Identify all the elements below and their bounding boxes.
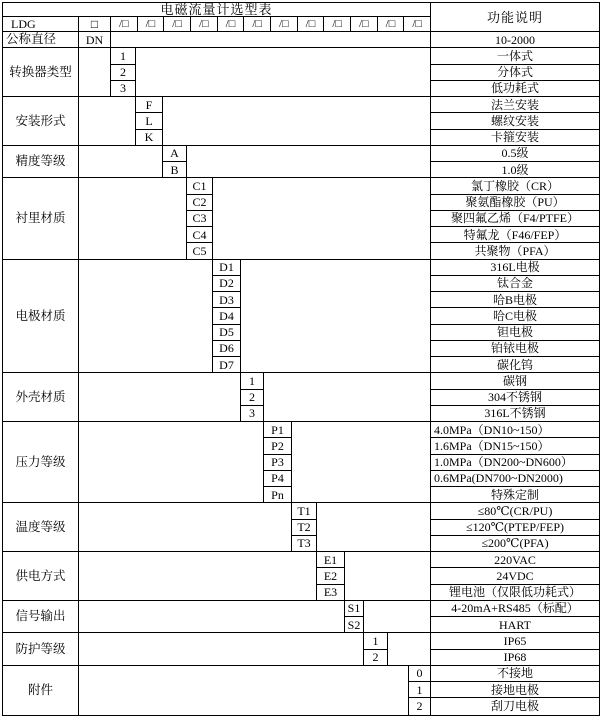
band-label: 附件 (3, 666, 79, 715)
code-cell: A (163, 146, 187, 162)
code-cell: T3 (292, 536, 317, 552)
code-cell: S2 (345, 617, 364, 633)
blank-region (79, 146, 163, 179)
function-desc: IP65 (431, 633, 599, 649)
model-first-slot: □ (79, 17, 111, 32)
model-slot-strip (111, 17, 431, 32)
code-cell: 2 (111, 65, 136, 81)
blank-region (264, 373, 431, 422)
function-desc: 聚四氟乙烯（F4/PTFE） (431, 211, 599, 227)
function-column-header: 功能说明 (431, 3, 599, 32)
code-cell: P2 (264, 438, 292, 454)
band-label: 安装形式 (3, 97, 79, 146)
function-desc: 24VDC (431, 568, 599, 584)
model-prefix: LDG (3, 17, 79, 32)
band-label: 电极材质 (3, 260, 79, 374)
code-cell: 3 (241, 406, 264, 422)
code-cell: E1 (317, 552, 345, 568)
code-cell: D3 (213, 292, 241, 308)
function-desc: 特殊定制 (431, 487, 599, 503)
band-label: 压力等级 (3, 422, 79, 503)
blank-region (79, 666, 409, 715)
function-desc: 钛合金 (431, 276, 599, 292)
model-slot: /□ (111, 17, 138, 31)
band-label: 外壳材质 (3, 373, 79, 422)
code-cell: S1 (345, 601, 364, 617)
function-desc: 220VAC (431, 552, 599, 568)
blank-region (345, 552, 431, 601)
model-slot: /□ (191, 17, 218, 31)
function-desc: IP68 (431, 650, 599, 666)
code-cell: P3 (264, 455, 292, 471)
function-desc: 钽电极 (431, 325, 599, 341)
code-cell: P1 (264, 422, 292, 438)
model-slot: /□ (412, 17, 423, 30)
function-desc: 10-2000 (431, 32, 599, 48)
model-slot: /□ (298, 17, 325, 31)
band-label: 供电方式 (3, 552, 79, 601)
blank-region (79, 601, 345, 634)
function-desc: 铂铱电极 (431, 341, 599, 357)
code-cell: 3 (111, 81, 136, 97)
band-label: 信号输出 (3, 601, 79, 634)
blank-region (241, 260, 431, 374)
code-cell: B (163, 162, 187, 178)
code-cell: 2 (241, 390, 264, 406)
function-desc: 哈B电极 (431, 292, 599, 308)
code-cell: E2 (317, 568, 345, 584)
table-title: 电磁流量计选型表 (3, 3, 431, 17)
blank-region (388, 633, 431, 666)
code-cell: F (136, 97, 163, 113)
blank-region (364, 601, 431, 634)
code-cell: D5 (213, 325, 241, 341)
code-cell: DN (79, 32, 111, 48)
blank-region (79, 48, 111, 97)
function-desc: 1.0MPa（DN200~DN600） (431, 455, 599, 471)
blank-region (79, 97, 136, 146)
band-label: 衬里材质 (3, 178, 79, 259)
function-desc: 4-20mA+RS485（标配） (431, 601, 599, 617)
code-cell: 1 (364, 633, 388, 649)
blank-region (213, 178, 431, 259)
blank-region (163, 97, 431, 146)
code-cell: P4 (264, 471, 292, 487)
band-label: 精度等级 (3, 146, 79, 179)
code-cell: 1 (111, 48, 136, 64)
model-slot: /□ (271, 17, 298, 31)
code-cell: E3 (317, 585, 345, 601)
function-desc: ≤200℃(PFA) (431, 536, 599, 552)
function-desc: 304不锈钢 (431, 390, 599, 406)
function-desc: HART (431, 617, 599, 633)
code-cell: 2 (409, 698, 431, 714)
function-desc: 法兰安装 (431, 97, 599, 113)
function-desc: 分体式 (431, 65, 599, 81)
code-cell: C1 (187, 178, 213, 194)
function-desc: 共聚物（PFA） (431, 243, 599, 259)
blank-region (292, 422, 431, 503)
function-desc: 碳化钨 (431, 357, 599, 373)
code-cell: T1 (292, 503, 317, 519)
function-desc: 一体式 (431, 48, 599, 64)
function-desc: 聚氨酯橡胶（PU） (431, 195, 599, 211)
blank-region (79, 178, 187, 259)
blank-region (79, 633, 364, 666)
model-slot: /□ (138, 17, 165, 31)
function-desc: 316L电极 (431, 260, 599, 276)
function-desc: ≤120℃(PTEP/FEP) (431, 520, 599, 536)
band-label: 防护等级 (3, 633, 79, 666)
code-cell: K (136, 130, 163, 146)
function-desc: 氯丁橡胶（CR） (431, 178, 599, 194)
blank-region (79, 260, 213, 374)
blank-region (136, 48, 431, 97)
code-cell: D4 (213, 308, 241, 324)
code-cell: D6 (213, 341, 241, 357)
function-desc: 刮刀电极 (490, 699, 539, 714)
function-desc: 特氟龙（F46/FEP） (431, 227, 599, 243)
code-cell: C2 (187, 195, 213, 211)
model-slot: /□ (351, 17, 378, 31)
code-cell: C4 (187, 227, 213, 243)
code-cell: T2 (292, 520, 317, 536)
blank-region (187, 146, 431, 179)
band-label: 温度等级 (3, 503, 79, 552)
blank-region (111, 32, 431, 48)
code-cell: Pn (264, 487, 292, 503)
band-label: 公称直径 (3, 32, 79, 48)
band-label: 转换器类型 (3, 48, 79, 97)
function-desc: 低功耗式 (431, 81, 599, 97)
function-desc: 哈C电极 (431, 308, 599, 324)
blank-region (79, 373, 241, 422)
code-cell: 1 (409, 682, 431, 698)
model-slot: /□ (324, 17, 351, 31)
code-cell: C3 (187, 211, 213, 227)
function-desc: 4.0MPa（DN10~150） (431, 422, 599, 438)
blank-region (79, 422, 264, 503)
function-desc: 螺纹安装 (431, 113, 599, 129)
function-desc: 0.5级 (431, 146, 599, 162)
model-slot: /□ (378, 17, 405, 31)
model-slot: /□ (244, 17, 271, 31)
function-desc: 1.6MPa（DN15~150） (431, 438, 599, 454)
blank-region (317, 503, 431, 552)
code-cell: 1 (241, 373, 264, 389)
function-desc: 卡箍安装 (431, 130, 599, 146)
selection-table (2, 2, 600, 716)
code-cell: D7 (213, 357, 241, 373)
blank-region (79, 552, 317, 601)
code-cell: D1 (213, 260, 241, 276)
code-cell: 2 (364, 650, 388, 666)
code-cell: L (136, 113, 163, 129)
function-desc: 碳钢 (431, 373, 599, 389)
function-desc: 不接地 (431, 666, 599, 682)
blank-region (79, 503, 292, 552)
code-cell: D2 (213, 276, 241, 292)
code-cell: C5 (187, 243, 213, 259)
model-slot: /□ (164, 17, 191, 31)
function-desc: 0.6MPa(DN700~DN2000) (431, 471, 599, 487)
function-desc: ≤80℃(CR/PU) (431, 503, 599, 519)
function-desc: 1.0级 (431, 162, 599, 178)
function-desc: 锂电池（仅限低功耗式） (431, 585, 599, 601)
code-cell: 0 (409, 666, 431, 682)
function-desc: 接地电极 (431, 682, 599, 698)
function-desc: 316L不锈钢 (431, 406, 599, 422)
model-slot: /□ (218, 17, 245, 31)
